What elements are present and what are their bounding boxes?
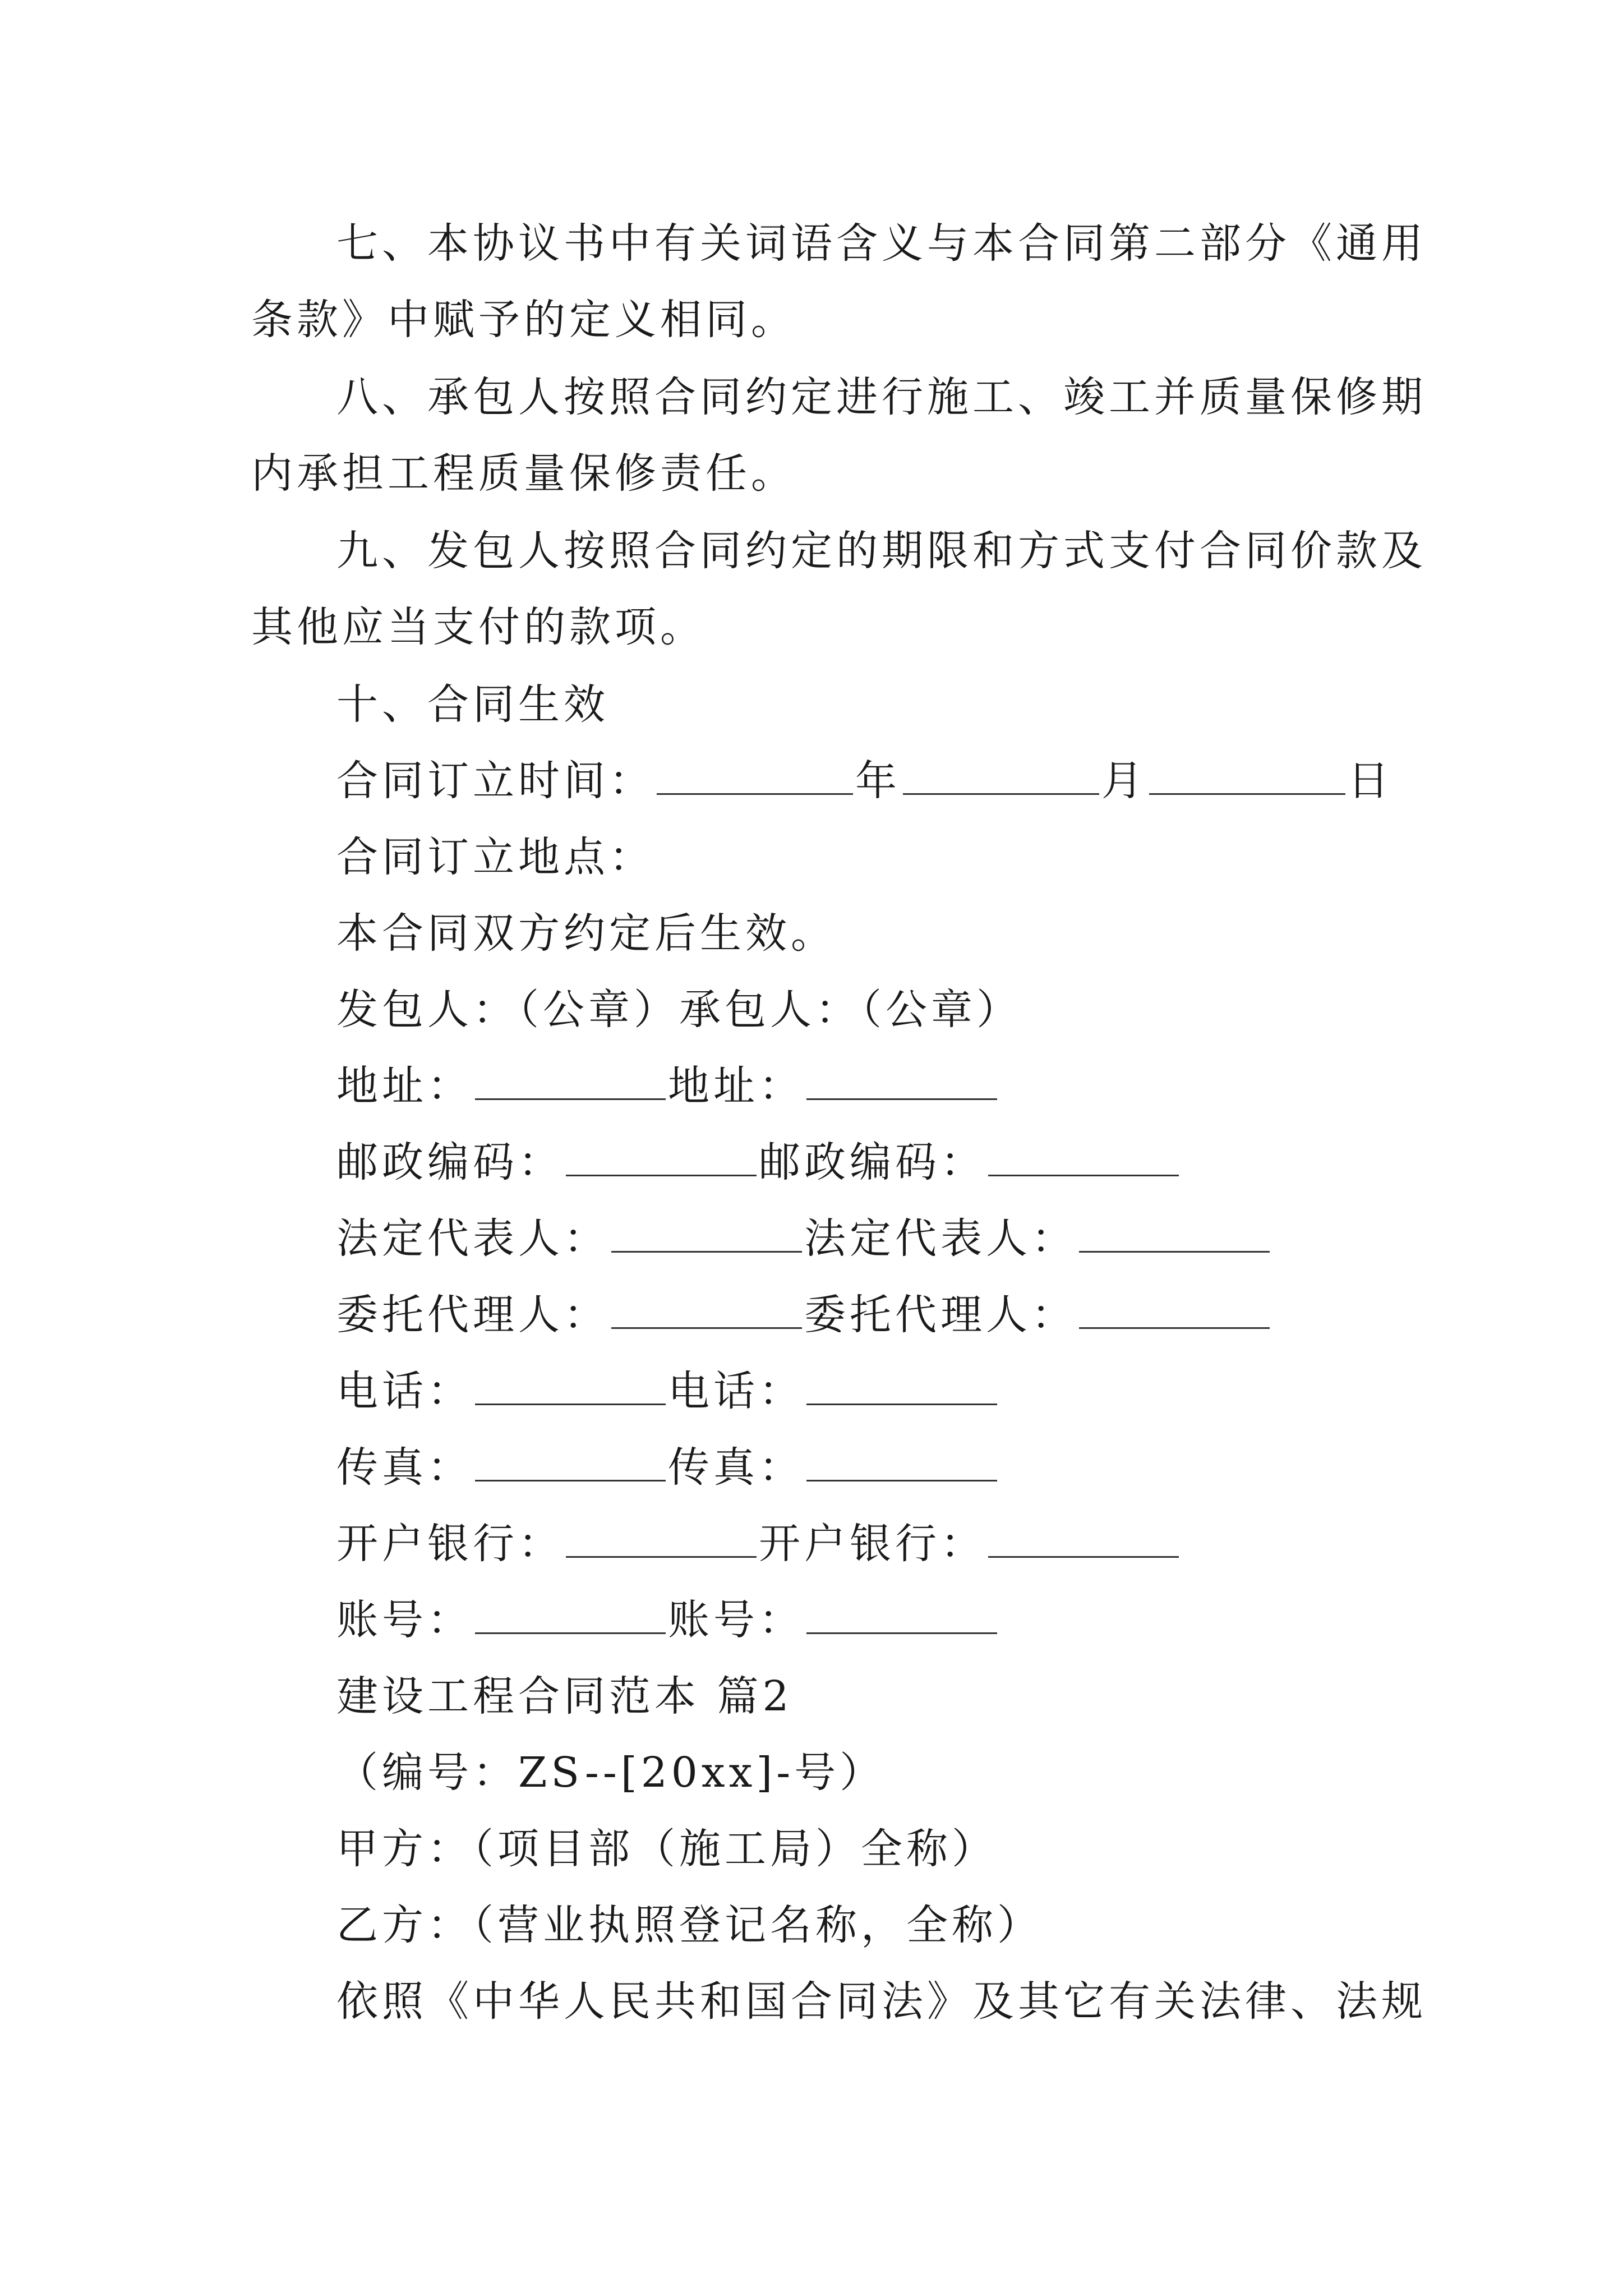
agent-blank-contractor <box>1079 1292 1270 1329</box>
agent-blank-employer <box>611 1292 802 1329</box>
fax-row <box>336 1429 999 1506</box>
legal-rep-row <box>336 1200 1272 1277</box>
month-label: 月 <box>1101 757 1147 805</box>
day-blank <box>1149 758 1345 795</box>
phone-label-employer: 电话： <box>336 1367 473 1415</box>
clause-9 <box>251 513 1427 665</box>
legal-rep-label-employer: 法定代表人： <box>336 1214 609 1263</box>
address-label-employer: 地址： <box>336 1062 473 1110</box>
address-label-contractor: 地址： <box>668 1062 804 1110</box>
phone-label-contractor: 电话： <box>668 1367 804 1415</box>
legal-rep-label-contractor: 法定代表人： <box>804 1214 1077 1263</box>
sign-place-label: 合同订立地点： <box>336 833 654 881</box>
sign-time-label: 合同订立时间： <box>336 757 654 805</box>
legal-rep-blank-contractor <box>1079 1216 1270 1253</box>
postcode-blank-contractor <box>988 1140 1179 1176</box>
clause-8-line-1: 八、承包人按照合同约定进行施工、竣工并质量保修期 <box>336 373 1427 421</box>
agent-label-contractor: 委托代理人： <box>804 1291 1077 1339</box>
clause-8 <box>251 359 1427 512</box>
postcode-blank-employer <box>566 1140 757 1176</box>
bank-row <box>336 1506 1181 1582</box>
clause-9-line-1: 九、发包人按照合同约定的期限和方式支付合同价款及 <box>336 527 1427 575</box>
fax-blank-contractor <box>806 1445 997 1481</box>
bank-label-contractor: 开户银行： <box>759 1520 986 1568</box>
clause-9-line-2: 其他应当支付的款项。 <box>251 603 706 651</box>
bank-blank-employer <box>566 1521 757 1558</box>
postcode-label-contractor: 邮政编码： <box>759 1138 986 1186</box>
bank-blank-contractor <box>988 1521 1179 1558</box>
phone-row <box>336 1353 999 1429</box>
clause-8-line-2: 内承担工程质量保修责任。 <box>251 449 796 498</box>
clause-7 <box>251 205 1427 358</box>
fax-label-employer: 传真： <box>336 1443 473 1492</box>
month-blank <box>903 758 1099 795</box>
year-blank <box>657 758 853 795</box>
year-label: 年 <box>855 757 901 805</box>
effective-text: 本合同双方约定后生效。 <box>336 909 836 958</box>
legal-rep-blank-employer <box>611 1216 802 1253</box>
postcode-row <box>336 1124 1181 1200</box>
bank-label-employer: 开户银行： <box>336 1520 564 1568</box>
party-a-line: 甲方：（项目部（施工局）全称） <box>336 1825 997 1873</box>
legal-basis-line: 依照《中华人民共和国合同法》及其它有关法律、法规 <box>336 1977 1427 2026</box>
party-b-line: 乙方：（营业执照登记名称，全称） <box>336 1901 1043 1949</box>
contract-2-title: 建设工程合同范本 篇2 <box>336 1672 793 1720</box>
clause-7-line-1: 七、本协议书中有关词语含义与本合同第二部分《通用 <box>336 219 1427 268</box>
address-blank-employer <box>475 1064 666 1100</box>
account-blank-employer <box>475 1598 666 1634</box>
contract-2-number: （编号：ZS--[20xx]-号） <box>336 1749 886 1797</box>
address-row <box>336 1048 999 1124</box>
account-label-contractor: 账号： <box>668 1596 804 1644</box>
fax-blank-employer <box>475 1445 666 1481</box>
account-blank-contractor <box>806 1598 997 1634</box>
phone-blank-employer <box>475 1369 666 1405</box>
account-row <box>336 1582 999 1658</box>
postcode-label-employer: 邮政编码： <box>336 1138 564 1186</box>
agent-label-employer: 委托代理人： <box>336 1291 609 1339</box>
agent-row <box>336 1277 1272 1353</box>
day-label: 日 <box>1348 757 1393 805</box>
parties-seal-row: 发包人：（公章）承包人：（公章） <box>336 986 1022 1034</box>
fax-label-contractor: 传真： <box>668 1443 804 1492</box>
address-blank-contractor <box>806 1064 997 1100</box>
clause-7-line-2: 条款》中赋予的定义相同。 <box>251 296 796 344</box>
phone-blank-contractor <box>806 1369 997 1405</box>
sign-time-row <box>336 743 1393 819</box>
clause-10-heading: 十、合同生效 <box>336 680 609 729</box>
account-label-employer: 账号： <box>336 1596 473 1644</box>
